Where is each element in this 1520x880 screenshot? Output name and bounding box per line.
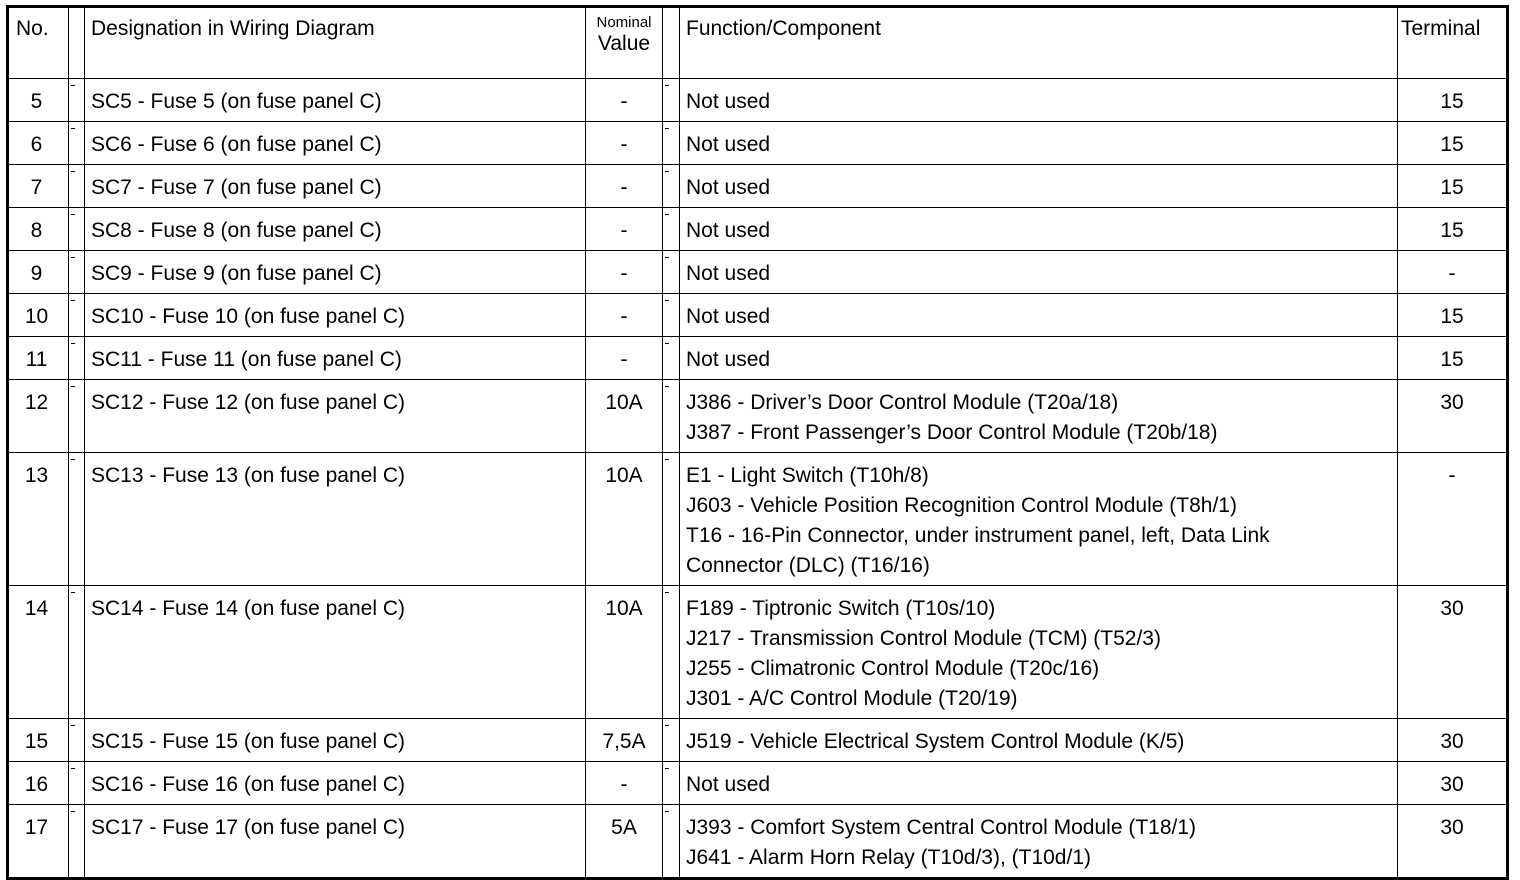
- row-spacer: [69, 380, 85, 453]
- row-function: [680, 251, 1398, 294]
- row-spacer: [663, 79, 680, 122]
- spacer-tick: [71, 257, 75, 258]
- row-nominal-value: -: [586, 208, 663, 251]
- row-designation: SC7 - Fuse 7 (on fuse panel C): [85, 165, 586, 208]
- row-spacer: [663, 586, 680, 719]
- row-number: 10: [8, 294, 69, 337]
- spacer-tick: [665, 343, 669, 344]
- row-spacer: [69, 805, 85, 879]
- function-line: J393 - Comfort System Central Control Module (T18/1): [686, 816, 1197, 839]
- row-spacer: [663, 208, 680, 251]
- row-nominal-value: 5A: [586, 805, 663, 879]
- row-function: [680, 380, 1398, 453]
- table-row: [8, 122, 1508, 165]
- header-designation: Designation in Wiring Diagram: [85, 7, 586, 79]
- row-number: 14: [8, 586, 69, 719]
- row-designation: SC14 - Fuse 14 (on fuse panel C): [85, 586, 586, 719]
- row-terminal: 15: [1398, 122, 1508, 165]
- row-spacer: [663, 805, 680, 879]
- function-line: J387 - Front Passenger’s Door Control Module (T20b/18): [686, 421, 1218, 444]
- spacer-tick: [665, 725, 669, 726]
- row-spacer: [69, 453, 85, 586]
- spacer-tick: [665, 300, 669, 301]
- spacer-tick: [71, 343, 75, 344]
- row-terminal: -: [1398, 453, 1508, 586]
- row-function: [680, 762, 1398, 805]
- spacer-tick: [71, 128, 75, 129]
- function-line: Not used: [686, 773, 771, 796]
- row-spacer: [69, 165, 85, 208]
- table-row: [8, 294, 1508, 337]
- function-line: J301 - A/C Control Module (T20/19): [686, 687, 1018, 710]
- row-terminal: 15: [1398, 79, 1508, 122]
- row-spacer: [663, 453, 680, 586]
- row-terminal: 30: [1398, 805, 1508, 879]
- function-line: Not used: [686, 176, 771, 199]
- row-terminal: 15: [1398, 337, 1508, 380]
- row-function: [680, 208, 1398, 251]
- spacer-tick: [71, 592, 75, 593]
- function-line: T16 - 16-Pin Connector, under instrument panel, left, Data Link: [686, 524, 1270, 547]
- table-row: [8, 79, 1508, 122]
- header-nominal-value: [586, 7, 663, 79]
- spacer-tick: [665, 85, 669, 86]
- header-spacer: [69, 7, 85, 79]
- spacer-tick: [71, 768, 75, 769]
- row-nominal-value: -: [586, 165, 663, 208]
- row-spacer: [663, 380, 680, 453]
- row-designation: SC11 - Fuse 11 (on fuse panel C): [85, 337, 586, 380]
- row-designation: SC12 - Fuse 12 (on fuse panel C): [85, 380, 586, 453]
- row-function: [680, 294, 1398, 337]
- row-spacer: [663, 762, 680, 805]
- function-line: J255 - Climatronic Control Module (T20c/16): [686, 657, 1100, 680]
- function-line: J603 - Vehicle Position Recognition Control Module (T8h/1): [686, 494, 1237, 517]
- row-number: 7: [8, 165, 69, 208]
- function-line: J386 - Driver’s Door Control Module (T20a/18): [686, 391, 1119, 414]
- row-designation: SC10 - Fuse 10 (on fuse panel C): [85, 294, 586, 337]
- spacer-tick: [71, 386, 75, 387]
- spacer-tick: [665, 592, 669, 593]
- row-spacer: [69, 586, 85, 719]
- row-number: 8: [8, 208, 69, 251]
- function-line: Not used: [686, 305, 771, 328]
- row-terminal: 30: [1398, 586, 1508, 719]
- table-row: [8, 762, 1508, 805]
- spacer-tick: [665, 386, 669, 387]
- row-nominal-value: -: [586, 294, 663, 337]
- row-nominal-value: -: [586, 251, 663, 294]
- spacer-tick: [71, 300, 75, 301]
- row-number: 9: [8, 251, 69, 294]
- row-designation: SC13 - Fuse 13 (on fuse panel C): [85, 453, 586, 586]
- header-function: Function/Component: [680, 7, 1398, 79]
- row-function: [680, 453, 1398, 586]
- row-nominal-value: 7,5A: [586, 719, 663, 762]
- spacer-tick: [71, 811, 75, 812]
- row-number: 13: [8, 453, 69, 586]
- row-designation: SC6 - Fuse 6 (on fuse panel C): [85, 122, 586, 165]
- row-number: 6: [8, 122, 69, 165]
- spacer-tick: [665, 171, 669, 172]
- function-line: J641 - Alarm Horn Relay (T10d/3), (T10d/1): [686, 846, 1091, 869]
- row-spacer: [663, 122, 680, 165]
- table-row: [8, 453, 1508, 586]
- row-function: [680, 805, 1398, 879]
- row-function: [680, 337, 1398, 380]
- row-spacer: [69, 122, 85, 165]
- row-designation: SC5 - Fuse 5 (on fuse panel C): [85, 79, 586, 122]
- row-function: [680, 79, 1398, 122]
- row-designation: SC16 - Fuse 16 (on fuse panel C): [85, 762, 586, 805]
- row-spacer: [69, 719, 85, 762]
- spacer-tick: [665, 128, 669, 129]
- spacer-tick: [71, 85, 75, 86]
- header-terminal: Terminal: [1398, 7, 1508, 79]
- row-nominal-value: -: [586, 337, 663, 380]
- function-line: Not used: [686, 133, 771, 156]
- row-number: 5: [8, 79, 69, 122]
- header-nominal-top: Nominal: [596, 14, 652, 31]
- row-number: 12: [8, 380, 69, 453]
- header-spacer: [663, 7, 680, 79]
- row-function: [680, 586, 1398, 719]
- function-line: Not used: [686, 348, 771, 371]
- spacer-tick: [665, 257, 669, 258]
- function-line: J217 - Transmission Control Module (TCM) (T52/3): [686, 627, 1161, 650]
- table-row: [8, 208, 1508, 251]
- header-no: No.: [8, 7, 69, 79]
- row-spacer: [69, 208, 85, 251]
- spacer-tick: [71, 725, 75, 726]
- row-terminal: 30: [1398, 762, 1508, 805]
- row-designation: SC9 - Fuse 9 (on fuse panel C): [85, 251, 586, 294]
- row-function: [680, 122, 1398, 165]
- spacer-tick: [665, 459, 669, 460]
- row-function: [680, 165, 1398, 208]
- row-number: 17: [8, 805, 69, 879]
- row-spacer: [663, 719, 680, 762]
- table-row: [8, 380, 1508, 453]
- spacer-tick: [665, 811, 669, 812]
- spacer-tick: [71, 214, 75, 215]
- function-line: Not used: [686, 219, 771, 242]
- row-designation: SC15 - Fuse 15 (on fuse panel C): [85, 719, 586, 762]
- row-nominal-value: 10A: [586, 453, 663, 586]
- row-terminal: 15: [1398, 294, 1508, 337]
- row-terminal: 15: [1398, 208, 1508, 251]
- function-line: F189 - Tiptronic Switch (T10s/10): [686, 597, 996, 620]
- row-terminal: 30: [1398, 380, 1508, 453]
- row-designation: SC17 - Fuse 17 (on fuse panel C): [85, 805, 586, 879]
- row-designation: SC8 - Fuse 8 (on fuse panel C): [85, 208, 586, 251]
- function-line: Not used: [686, 262, 771, 285]
- row-nominal-value: 10A: [586, 380, 663, 453]
- table-row: [8, 337, 1508, 380]
- row-spacer: [663, 251, 680, 294]
- row-spacer: [663, 294, 680, 337]
- row-spacer: [663, 337, 680, 380]
- table-row: [8, 719, 1508, 762]
- row-function: [680, 719, 1398, 762]
- row-nominal-value: 10A: [586, 586, 663, 719]
- table-header-row: [8, 7, 1508, 79]
- row-spacer: [69, 251, 85, 294]
- row-spacer: [69, 79, 85, 122]
- row-terminal: 15: [1398, 165, 1508, 208]
- row-number: 11: [8, 337, 69, 380]
- row-number: 15: [8, 719, 69, 762]
- spacer-tick: [71, 171, 75, 172]
- function-line: Not used: [686, 90, 771, 113]
- row-nominal-value: -: [586, 762, 663, 805]
- spacer-tick: [71, 459, 75, 460]
- row-nominal-value: -: [586, 122, 663, 165]
- row-spacer: [69, 294, 85, 337]
- function-line: J519 - Vehicle Electrical System Control Module (K/5): [686, 730, 1185, 753]
- spacer-tick: [665, 768, 669, 769]
- row-spacer: [69, 762, 85, 805]
- function-line: E1 - Light Switch (T10h/8): [686, 464, 929, 487]
- spacer-tick: [665, 214, 669, 215]
- row-nominal-value: -: [586, 79, 663, 122]
- row-spacer: [69, 337, 85, 380]
- fuse-table: [6, 5, 1509, 880]
- table-row: [8, 586, 1508, 719]
- row-terminal: 30: [1398, 719, 1508, 762]
- row-terminal: -: [1398, 251, 1508, 294]
- row-spacer: [663, 165, 680, 208]
- row-number: 16: [8, 762, 69, 805]
- function-line: Connector (DLC) (T16/16): [686, 554, 930, 577]
- table-row: [8, 165, 1508, 208]
- header-nominal-bottom: Value: [597, 32, 651, 55]
- fuse-table-container: [6, 5, 1509, 880]
- table-row: [8, 251, 1508, 294]
- table-row: [8, 805, 1508, 879]
